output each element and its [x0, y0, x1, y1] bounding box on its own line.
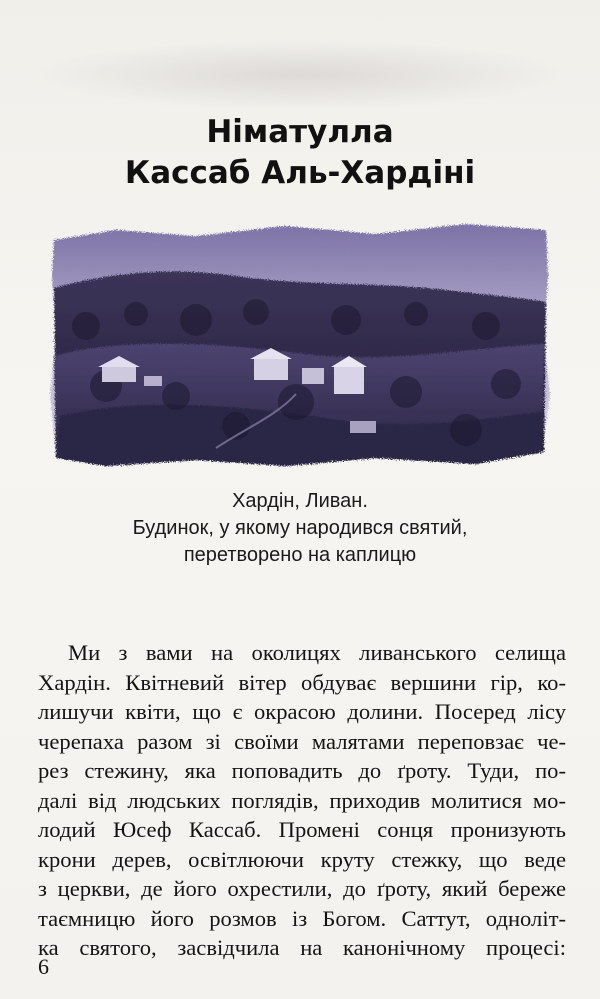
- body-line: черепаха разом зі своїми малятами переповзає че-: [38, 728, 566, 754]
- caption-line-3: перетворено на каплицю: [183, 544, 417, 566]
- body-line: Хардін. Квітневий вітер обдуває вершини гір, ко-: [38, 669, 566, 695]
- body-line: з церкви, де його охрестили, до ґроту, який береже: [38, 876, 566, 901]
- body-line: лодий Юсеф Кассаб. Промені сонця пронизують: [38, 817, 566, 842]
- landscape-photo-icon: [46, 216, 554, 474]
- body-paragraph: [38, 638, 566, 963]
- photo-caption: [0, 488, 600, 569]
- body-line: Ми з вами на околицях ливанського селища: [68, 640, 566, 665]
- chapter-title: [0, 112, 600, 194]
- page-number: 6: [38, 954, 49, 979]
- body-line: ка святого, засвідчила на канонічному процесі:: [38, 935, 566, 960]
- body-line: лишучи квіти, що є окрасою долини. Посеред лісу: [38, 699, 566, 724]
- chapter-title-line-1: Німатулла: [206, 114, 394, 150]
- body-line: далі від людських поглядів, приходив молитися мо-: [38, 787, 566, 813]
- caption-line-2: Будинок, у якому народився святий,: [132, 517, 468, 539]
- body-line: рез стежину, яка поповадить до ґроту. Туди, по-: [38, 758, 566, 783]
- caption-line-1: Хардін, Ливан.: [232, 490, 368, 512]
- body-line: крони дерев, освітлюючи круту стежку, що веде: [38, 846, 566, 872]
- print-smudge: [30, 40, 570, 110]
- chapter-title-line-2: Кассаб Аль-Хардіні: [124, 155, 476, 191]
- body-line: таємницю його розмов із Богом. Саттут, одноліт-: [38, 905, 566, 931]
